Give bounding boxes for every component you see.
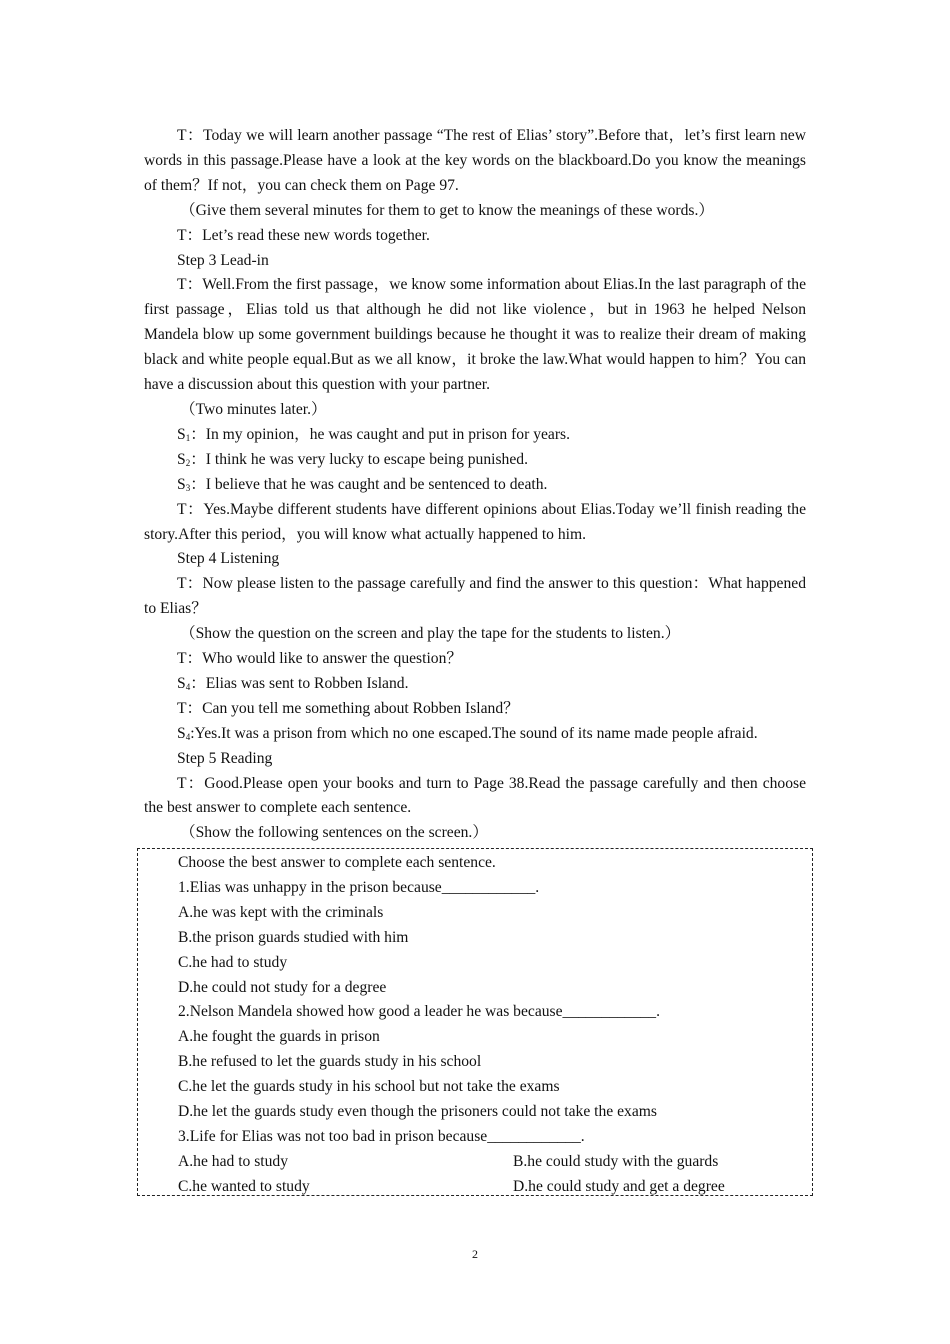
paragraph (144, 199, 806, 224)
exercise-line: A.he fought the guards in prison (178, 1028, 380, 1046)
paragraph-text: Step 4 Listening (177, 550, 280, 568)
speaker-number: 3 (185, 482, 191, 493)
paragraph-text: （Show the following sentences on the screen.） (180, 824, 488, 842)
paragraph-text: T：Yes.Maybe different students have different opinions about Elias.Today we’ll finish reading the story.After this period，you will know what actually happened to him. (144, 500, 806, 543)
paragraph (144, 448, 806, 473)
option: A.he had to study (178, 1152, 289, 1170)
paragraph (144, 124, 806, 199)
paragraph (144, 273, 806, 398)
paragraph (144, 647, 806, 672)
paragraph (144, 622, 806, 647)
speaker-number: 1 (185, 432, 191, 443)
paragraph-text: T：Well.From the first passage，we know some information about Elias.In the last paragraph of the first passage，Elias told us that although he did not like violence，but in 1963 he helped Nelson Mandela blow up some government buildings because he thought it was to realize their dream of making black and white people equal.But as we all know，it broke the law.What would happen to him？You can have a discussion about this question with your partner. (144, 276, 806, 394)
paragraph-text: （Give them several minutes for them to get to know the meanings of these words.） (180, 201, 714, 219)
paragraph (144, 473, 806, 498)
paragraph-text: T：Good.Please open your books and turn to Page 38.Read the passage carefully and then choose the best answer to complete each sentence. (144, 774, 806, 817)
option: D.he could study and get a degree (513, 1177, 725, 1195)
option: B.he could study with the guards (513, 1152, 719, 1170)
exercise-instruction: Choose the best answer to complete each sentence. (178, 854, 496, 871)
page-number: 2 (472, 1247, 478, 1261)
speaker-label: S (177, 724, 186, 742)
paragraph (144, 747, 806, 772)
exercise-line: B.he refused to let the guards study in his school (178, 1053, 482, 1071)
exercise-line: C.he let the guards study in his school but not take the exams (178, 1078, 560, 1096)
paragraph (144, 249, 806, 274)
paragraph (144, 572, 806, 622)
paragraph-text: ：In my opinion，he was caught and put in prison for years. (190, 425, 570, 443)
exercise-line: B.the prison guards studied with him (178, 928, 409, 946)
paragraph (144, 672, 806, 697)
paragraph (144, 821, 806, 846)
paragraph-text: ：I believe that he was caught and be sentenced to death. (190, 475, 548, 493)
exercise-line: 2.Nelson Mandela showed how good a leader he was because____________. (178, 1003, 660, 1021)
paragraph-text: Step 5 Reading (177, 749, 273, 767)
paragraph-text: T：Can you tell me something about Robben Island？ (177, 699, 519, 717)
exercise-line: C.he had to study (178, 953, 288, 971)
paragraph (144, 547, 806, 572)
exercise-box (137, 848, 813, 1196)
paragraph (144, 697, 806, 722)
exercise-line: A.he was kept with the criminals (178, 903, 384, 921)
paragraph (144, 398, 806, 423)
speaker-label: S (177, 674, 186, 692)
paragraph-text: Step 3 Lead-in (177, 251, 269, 269)
paragraph-text: ：Elias was sent to Robben Island. (190, 674, 409, 692)
paragraph-text: T：Today we will learn another passage “The rest of Elias’ story”.Before that，let’s first learn new words in this passage.Please have a look at the key words on the blackboard.Do you know the meanings of them？If not，you can check them on Page 97. (144, 127, 806, 194)
exercise-line: D.he let the guards study even though the prisoners could not take the exams (178, 1103, 657, 1121)
paragraph (144, 772, 806, 822)
paragraph (144, 722, 806, 747)
paragraph-text: :Yes.It was a prison from which no one escaped.The sound of its name made people afraid. (190, 724, 758, 742)
speaker-label: S (177, 450, 186, 468)
option: C.he wanted to study (178, 1177, 310, 1195)
speaker-number: 4 (185, 681, 191, 692)
paragraph-text: T：Let’s read these new words together. (177, 226, 430, 244)
lesson-text (144, 124, 806, 846)
paragraph-text: T：Who would like to answer the question？ (177, 650, 462, 668)
paragraph-text: ：I think he was very lucky to escape being punished. (190, 450, 528, 468)
paragraph (144, 224, 806, 249)
speaker-number: 2 (185, 457, 191, 468)
paragraph (144, 498, 806, 548)
paragraph (144, 423, 806, 448)
speaker-label: S (177, 475, 186, 493)
exercise-content (178, 851, 798, 1200)
option-row (178, 1175, 798, 1200)
exercise-line: 3.Life for Elias was not too bad in prison because____________. (178, 1127, 585, 1145)
paragraph-text: T：Now please listen to the passage carefully and find the answer to this question：What happened to Elias？ (144, 575, 806, 618)
option-row (178, 1150, 798, 1175)
speaker-label: S (177, 425, 186, 443)
exercise-line: D.he could not study for a degree (178, 978, 387, 996)
speaker-number: 4 (185, 731, 191, 742)
exercise-line: 1.Elias was unhappy in the prison because____________. (178, 878, 540, 896)
paragraph-text: （Two minutes later.） (180, 400, 327, 418)
paragraph-text: （Show the question on the screen and play the tape for the students to listen.） (180, 625, 681, 643)
